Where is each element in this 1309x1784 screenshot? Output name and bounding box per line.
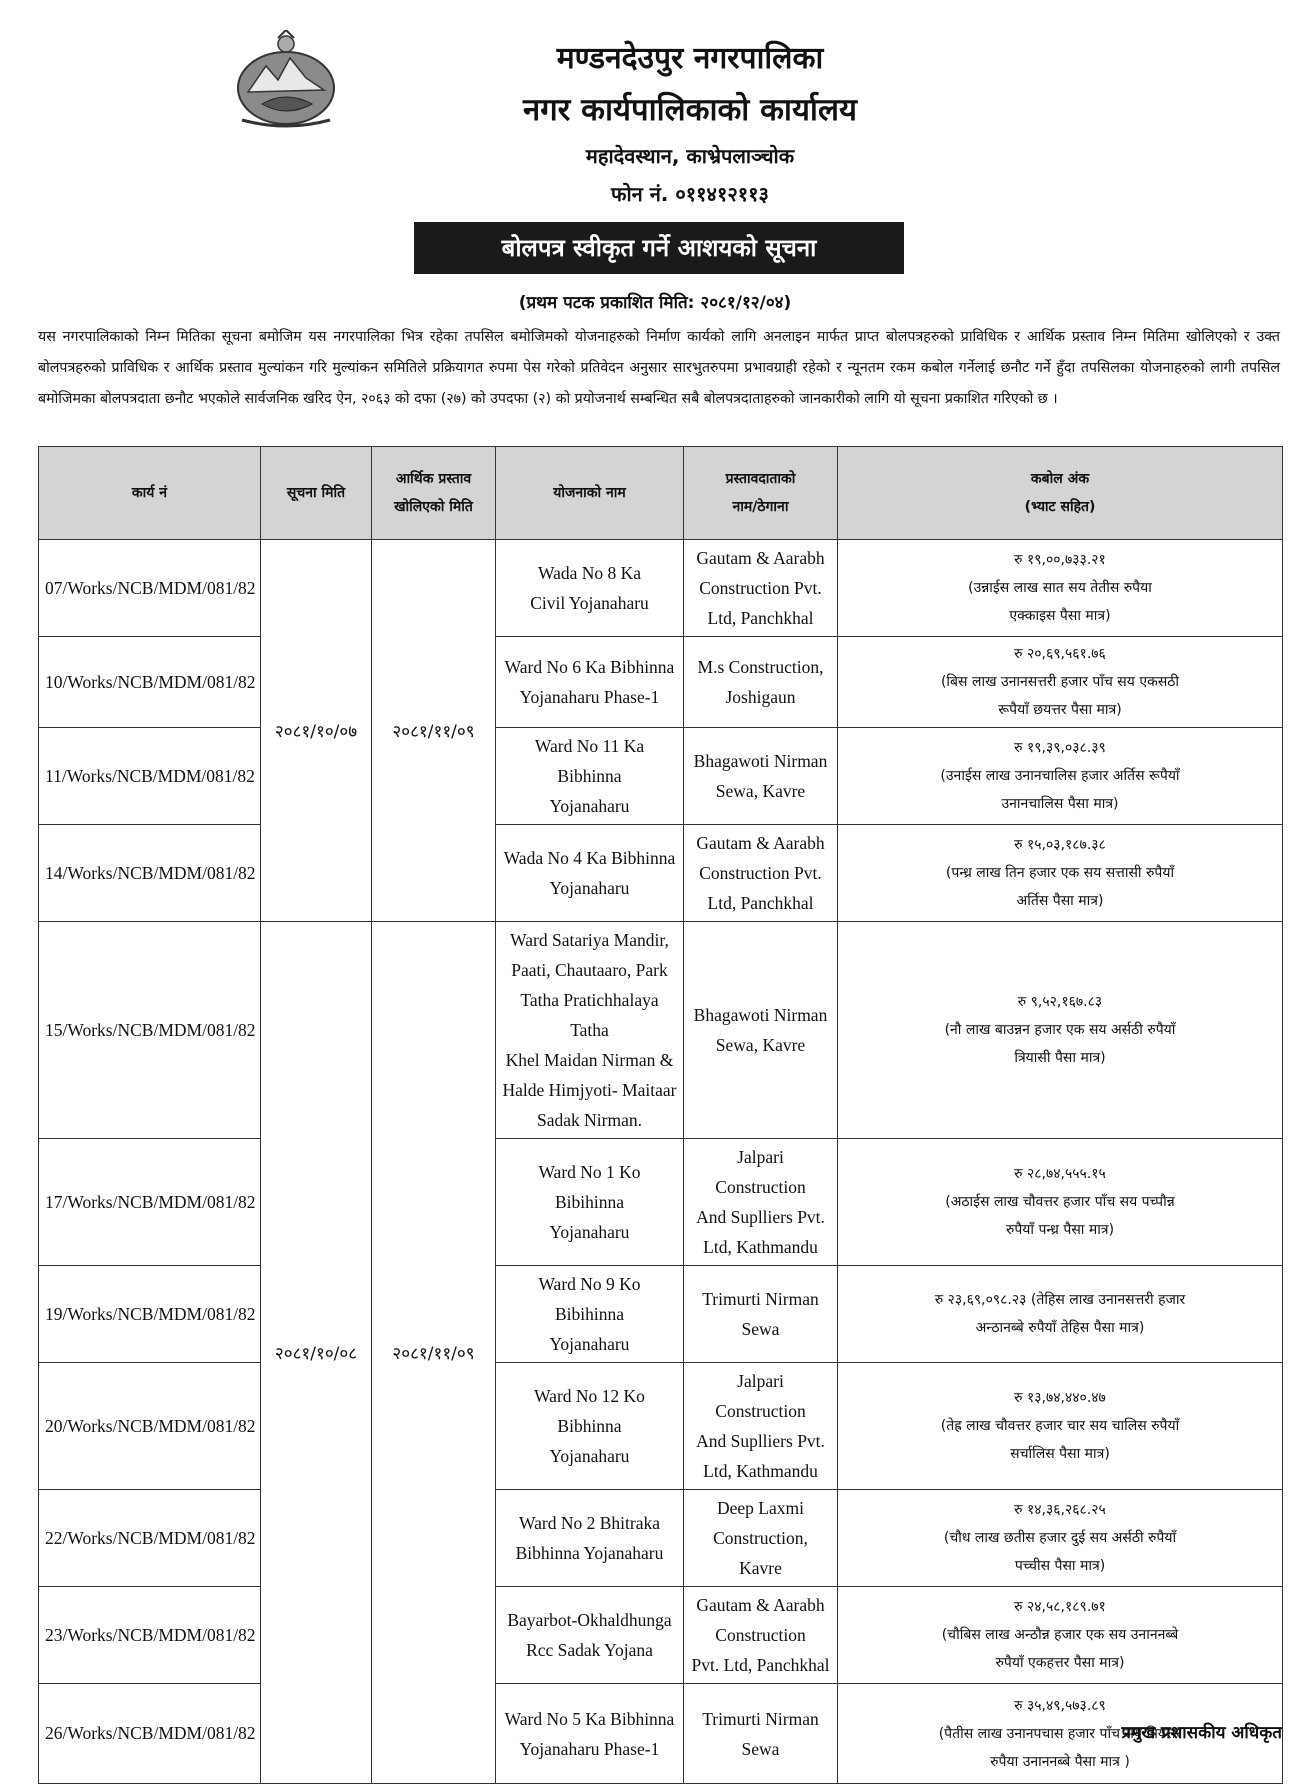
bid-amount-line: सर्चालिस पैसा मात्र) [1010,1446,1110,1462]
work-number-cell: 19/Works/NCB/MDM/081/82 [39,1266,261,1363]
project-name-line: Sadak Nirman. [537,1110,642,1130]
project-name-line: Wada No 4 Ka Bibhinna [503,848,676,868]
project-name-line: Yojanaharu [549,1222,630,1242]
bidder-line: Gautam & Aarabh [696,833,825,853]
project-name-line: Yojanaharu Phase-1 [519,1738,660,1759]
project-name-line: Bayarbot-Okhaldhunga [507,1610,672,1630]
tender-table [38,446,1283,1784]
bid-amount-line: रु १३,७४,४४०.४७ [1014,1390,1106,1406]
project-name-line: Ward No 12 Ko Bibhinna [534,1386,645,1436]
project-name-cell [496,825,684,922]
bidder-line: Deep Laxmi [717,1498,804,1518]
header-amount [838,447,1283,540]
notice-date-cell: २०८१/१०/०८ [261,922,372,1784]
bidder-line: Construction Pvt. [699,578,822,598]
bid-amount-line: रु ३५,४९,५७३.८९ [1014,1697,1106,1714]
project-name-line: Yojanaharu Phase-1 [519,687,660,707]
project-name-line: Halde Himjyoti- Maitaar [502,1080,677,1100]
work-number-cell: 14/Works/NCB/MDM/081/82 [39,825,261,922]
work-number-cell: 17/Works/NCB/MDM/081/82 [39,1139,261,1266]
header-notice-date: सूचना मिति [261,447,372,540]
bid-amount-line: रु १९,००,७३३.२१ [1014,552,1106,568]
work-number-cell: 22/Works/NCB/MDM/081/82 [39,1490,261,1587]
bid-amount-line: अन्ठानब्बे रुपैयाँ तेहिस पैसा मात्र) [975,1320,1145,1336]
bid-amount-line: (चौबिस लाख अन्ठौन्न हजार एक सय उनाननब्बे [941,1627,1179,1643]
bid-amount-cell [838,1139,1283,1266]
project-name-line: Yojanaharu [549,1446,630,1466]
bid-amount-line: उनानचालिस पैसा मात्र) [1001,796,1119,812]
signatory-title: प्रमुख प्रशासकीय अधिकृत [1121,1723,1282,1743]
table-row [39,1363,1283,1490]
project-name-line: Ward No 1 Ko Bibihinna [538,1162,641,1212]
bidder-cell [684,1587,838,1684]
project-name-line: Yojanaharu [549,878,630,898]
bid-amount-line: (पैतीस लाख उनानपचास हजार पाँच सय त्रियत्तर [938,1725,1182,1742]
bidder-line: Gautam & Aarabh [696,548,825,568]
header-line: खोलिएको मिति [394,499,473,515]
bid-amount-line: (तेह्र लाख चौवत्तर हजार चार सय चालिस रुपैयाँ [940,1418,1180,1434]
project-name-line: Ward No 11 Ka Bibhinna [534,736,645,786]
project-name-line: Tatha Pratichhalaya Tatha [520,990,659,1040]
table-row [39,1490,1283,1587]
office-phone: फोन नं. ०११४१२११३ [611,182,769,206]
bidder-cell [684,1363,838,1490]
table-row [39,922,1283,1139]
header-bidder [684,447,838,540]
project-name-line: Paati, Chautaaro, Park [511,960,668,980]
bid-amount-line: रु २३,६९,०९८.२३ (तेहिस लाख उनानसत्तरी हजार [934,1292,1186,1308]
bid-amount-line: (चौध लाख छतीस हजार दुई सय अर्सठी रुपैयाँ [943,1530,1177,1546]
project-name-line: Yojanaharu [549,796,630,816]
work-number-cell: 15/Works/NCB/MDM/081/82 [39,922,261,1139]
bidder-line: And Suplliers Pvt. [696,1207,825,1227]
work-number-cell: 07/Works/NCB/MDM/081/82 [39,540,261,637]
header-line: कबोल अंक [1030,471,1090,487]
bidder-line: Construction [715,1625,806,1645]
bidder-line: Sewa [741,1319,780,1339]
bid-amount-cell [838,825,1283,922]
bidder-line: Sewa, Kavre [715,1035,806,1055]
project-name-line: Ward Satariya Mandir, [510,930,669,950]
project-name-line: Wada No 8 Ka [537,563,642,583]
header-work-no: कार्य नं [39,447,261,540]
bidder-line: Sewa [741,1738,780,1759]
bid-amount-cell [838,1363,1283,1490]
bidder-line: Bhagawoti Nirman [693,1005,828,1025]
bid-amount-line: पच्चीस पैसा मात्र) [1014,1558,1106,1574]
bidder-line: Jalpari Construction [715,1371,806,1421]
project-name-line: Ward No 6 Ka Bibhinna [504,657,675,677]
bidder-cell [684,637,838,728]
project-name-line: Rcc Sadak Yojana [526,1640,653,1660]
header-line: नाम/ठेगाना [732,499,789,515]
bid-amount-line: रु १९,३९,०३८.३९ [1014,740,1106,756]
municipality-name: मण्डनदेउपुर नगरपालिका [556,41,824,76]
bid-amount-cell [838,1266,1283,1363]
header-line: आर्थिक प्रस्ताव [395,471,472,487]
bidder-cell [684,1139,838,1266]
table-row [39,637,1283,728]
header-line: (भ्याट सहित) [1024,499,1096,515]
project-name-cell [496,728,684,825]
table-row [39,1266,1283,1363]
bid-amount-line: रुपैयाँ एकहत्तर पैसा मात्र) [995,1655,1125,1671]
financial-open-date-cell: २०८१/११/०९ [372,922,496,1784]
project-name-cell [496,1266,684,1363]
bid-amount-line: रुपैया उनाननब्बे पैसा मात्र ) [990,1753,1130,1770]
project-name-cell [496,1587,684,1684]
bid-amount-line: रुपैयाँ पन्ध्र पैसा मात्र) [1005,1222,1115,1238]
bid-amount-line: अर्तिस पैसा मात्र) [1016,893,1104,909]
bidder-line: And Suplliers Pvt. [696,1431,825,1451]
bidder-line: Pvt. Ltd, Panchkhal [691,1655,830,1675]
bid-amount-line: रु ९,५२,१६७.८३ [1017,994,1103,1010]
project-name-cell [496,1139,684,1266]
financial-open-date-cell: २०८१/११/०९ [372,540,496,922]
bidder-line: Ltd, Panchkhal [707,893,814,913]
project-name-cell [496,922,684,1139]
bid-amount-line: (बिस लाख उनानसत्तरी हजार पाँच सय एकसठी [940,674,1180,690]
project-name-cell [496,637,684,728]
bidder-line: Ltd, Kathmandu [703,1461,818,1481]
work-number-cell: 23/Works/NCB/MDM/081/82 [39,1587,261,1684]
publication-date: (प्रथम पटक प्रकाशित मिति: २०८१/१२/०४) [518,293,792,313]
project-name-cell [496,1490,684,1587]
bidder-line: Trimurti Nirman [702,1708,819,1729]
work-number-cell: 20/Works/NCB/MDM/081/82 [39,1363,261,1490]
bid-amount-line: (उन्नाईस लाख सात सय तेतीस रुपैया [968,580,1152,596]
table-row [39,728,1283,825]
bid-amount-line: रूपैयाँ छयत्तर पैसा मात्र) [998,702,1122,718]
bid-amount-cell [838,637,1283,728]
header-project-name: योजनाको नाम [496,447,684,540]
project-name-line: Ward No 2 Bhitraka [519,1513,660,1533]
bidder-line: Ltd, Kathmandu [703,1237,818,1257]
table-row [39,540,1283,637]
bid-amount-line: रु १५,०३,१८७.३८ [1014,837,1106,853]
bidder-cell [684,1490,838,1587]
bid-amount-line: त्रियासी पैसा मात्र) [1014,1050,1106,1066]
bid-amount-cell [838,728,1283,825]
bid-amount-line: रु २४,५८,१८९.७१ [1014,1599,1106,1615]
office-address: महादेवस्थान, काभ्रेपलाञ्चोक [585,144,795,168]
bid-amount-cell [838,1490,1283,1587]
project-name-line: Ward No 5 Ka Bibhinna [504,1708,675,1729]
bid-amount-cell [838,540,1283,637]
bid-amount-line: रु २८,७४,५५५.१५ [1014,1166,1106,1182]
table-header-row [39,447,1283,540]
bid-amount-line: रु १४,३६,२६८.२५ [1014,1502,1106,1518]
project-name-line: Civil Yojanaharu [530,593,649,613]
bid-amount-cell [838,1587,1283,1684]
table-row [39,825,1283,922]
table-row [39,1587,1283,1684]
bidder-line: Sewa, Kavre [715,781,806,801]
work-number-cell: 11/Works/NCB/MDM/081/82 [39,728,261,825]
notice-header [0,0,1309,313]
bidder-line: Joshigaun [725,687,796,707]
work-number-cell: 26/Works/NCB/MDM/081/82 [39,1684,261,1784]
project-name-line: Ward No 9 Ko Bibihinna [538,1274,641,1324]
notice-intro-paragraph: यस नगरपालिकाको निम्न मितिका सूचना बमोजिम यस नगरपालिका भित्र रहेका तपसिल बमोजिमको योजनाहरुको निर्माण कार्यको लागि अनलाइन मार्फत प्राप्त बोलपत्रहरुको प्राविधिक र आर्थिक प्रस्ताव निम्न मितिमा खोलिएको र उक्त बोलपत्रहरुको प्राविधिक र आर्थिक प्रस्ताव मुल्यांकन गरि मुल्यांकन समितिले प्रक्रियागत रुपमा पेस गरेको प्रतिवेदन अनुसार सारभुतरुपमा प्रभावग्राही रहेको र न्यूनतम रकम कबोल गर्नेलाई छनौट गर्ने हुँदा तपसिलका योजनाहरुको लागी तपसिल बमोजिमका बोलपत्रदाता छनौट भएकोले सार्वजनिक खरिद ऐन, २०६३ को दफा (२७) को उपदफा (२) को प्रयोजनार्थ सम्बन्धित सबै बोलपत्रदाताहरुको जानकारीको लागि यो सूचना प्रकाशित गरिएको छ । [38,329,1280,407]
notice-date-cell: २०८१/१०/०७ [261,540,372,922]
bidder-line: Construction Pvt. [699,863,822,883]
bidder-cell [684,1266,838,1363]
project-name-line: Bibhinna Yojanaharu [515,1543,664,1563]
header-line: प्रस्तावदाताको [725,471,796,487]
bidder-line: Jalpari Construction [715,1147,806,1197]
bid-amount-line: (अठाईस लाख चौवत्तर हजार पाँच सय पच्पौन्न [945,1194,1175,1210]
project-name-cell [496,1684,684,1784]
bidder-cell [684,540,838,637]
bidder-cell [684,1684,838,1784]
bid-amount-line: रु २०,६९,५६१.७६ [1014,646,1106,662]
bidder-cell [684,825,838,922]
bidder-line: Bhagawoti Nirman [693,751,828,771]
bidder-line: Construction, Kavre [713,1528,808,1578]
bidder-line: Ltd, Panchkhal [707,608,814,628]
bid-amount-cell [838,922,1283,1139]
project-name-cell [496,1363,684,1490]
bidder-cell [684,922,838,1139]
bid-amount-line: (उनाईस लाख उनानचालिस हजार अर्तिस रूपैयाँ [940,768,1180,784]
table-row [39,1139,1283,1266]
bidder-line: M.s Construction, [697,657,824,677]
project-name-line: Khel Maidan Nirman & [505,1050,674,1070]
notice-title: बोलपत्र स्वीकृत गर्ने आशयको सूचना [414,222,904,274]
nepal-emblem-icon [232,30,340,130]
work-number-cell: 10/Works/NCB/MDM/081/82 [39,637,261,728]
bidder-line: Trimurti Nirman [702,1289,819,1309]
project-name-line: Yojanaharu [549,1334,630,1354]
bid-amount-line: एक्काइस पैसा मात्र) [1009,608,1111,624]
bid-amount-line: (नौ लाख बाउन्नन हजार एक सय अर्सठी रुपैयाँ [944,1022,1176,1038]
project-name-cell [496,540,684,637]
bidder-cell [684,728,838,825]
bid-amount-line: (पन्ध्र लाख तिन हजार एक सय सत्तासी रुपैयाँ [945,865,1175,881]
tender-table-body [39,540,1283,1784]
header-financial-open-date [372,447,496,540]
bidder-line: Gautam & Aarabh [696,1595,825,1615]
office-name: नगर कार्यपालिकाको कार्यालय [523,92,857,128]
